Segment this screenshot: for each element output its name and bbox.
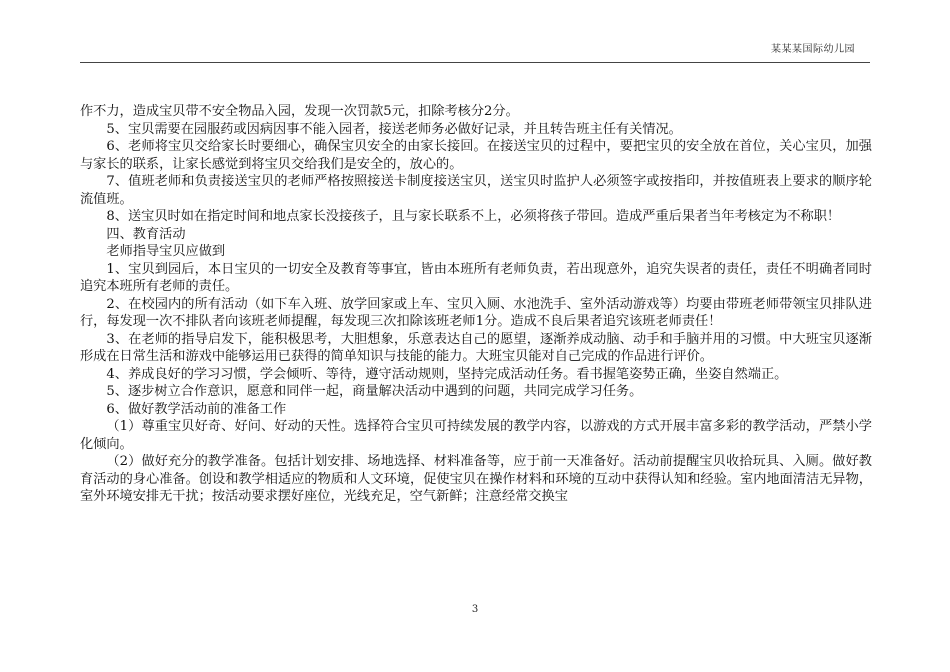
- paragraph: 3、在老师的指导启发下，能积极思考，大胆想象，乐意表达自己的愿望，逐渐养成动脑、动手和手脑并用的习惯。中大班宝贝逐渐形成在日常生活和游戏中能够运用已获得的简单知识与技能的能力。大班宝贝能对自己完成的作品进行评价。: [80, 331, 872, 364]
- subsection-heading: 老师指导宝贝应做到: [106, 244, 226, 259]
- paragraph: 8、送宝贝时如在指定时间和地点家长没接孩子，且与家长联系不上，必须将孩子带回。造成严重后果者当年考核定为不称职！: [106, 209, 841, 224]
- paragraph: 6、老师将宝贝交给家长时要细心，确保宝贝安全的由家长接回。在接送宝贝的过程中，要把宝贝的安全放在首位，关心宝贝，加强与家长的联系，让家长感觉到将宝贝交给我们是安全的，放心的。: [80, 139, 872, 172]
- paragraph: 5、逐步树立合作意识，愿意和同伴一起，商量解决活动中遇到的问题，共同完成学习任务。: [106, 384, 643, 399]
- paragraph: （1）尊重宝贝好奇、好问、好动的天性。选择符合宝贝可持续发展的教学内容，以游戏的方式开展丰富多彩的教学活动，严禁小学化倾向。: [80, 419, 872, 452]
- paragraph: 4、养成良好的学习习惯，学会倾听、等待，遵守活动规则，坚持完成活动任务。看书握笔姿势正确，坐姿自然端正。: [106, 366, 788, 382]
- header-org-name: 某某某国际幼儿园: [771, 44, 855, 55]
- paragraph: 7、值班老师和负责接送宝贝的老师严格按照接送卡制度接送宝贝，送宝贝时监护人必须签字或按指印，并按值班表上要求的顺序轮流值班。: [80, 174, 872, 207]
- header-divider: [80, 62, 870, 63]
- paragraph: 5、宝贝需要在园服药或因病因事不能入园者，接送老师务必做好记录，并且转告班主任有关情况。: [106, 121, 682, 137]
- paragraph: 6、做好教学活动前的准备工作: [106, 401, 287, 417]
- paragraph: 2、在校园内的所有活动（如下车入班、放学回家或上车、宝贝入厕、水池洗手、室外活动游戏等）均要由带班老师带领宝贝排队进行，每发现一次不排队者向该班老师提醒，每发现三次扣除该班老师1分。造成不良后果者追究该班老师责任！: [80, 296, 872, 329]
- paragraph: 1、宝贝到园后，本日宝贝的一切安全及教育等事宜，皆由本班所有老师负责，若出现意外，追究失误者的责任，责任不明确者同时追究本班所有老师的责任。: [80, 261, 872, 294]
- paragraph: （2）做好充分的教学准备。包括计划安排、场地选择、材料准备等，应于前一天准备好。活动前提醒宝贝收拾玩具、入厕。做好教育活动的身心准备。创设和教学相适应的物质和人文环境，促使宝贝在操作材料和环境的互动中获得认知和经验。室内地面清洁无异物，室外环境安排无干扰；按活动要求摆好座位，光线充足，空气新鲜；注意经常交换宝: [80, 454, 872, 504]
- section-heading: 四、教育活动: [106, 226, 186, 242]
- page-number: 3: [471, 604, 479, 615]
- document-body: [80, 103, 872, 506]
- paragraph: 作不力，造成宝贝带不安全物品入园，发现一次罚款5元，扣除考核分2分。: [80, 104, 519, 119]
